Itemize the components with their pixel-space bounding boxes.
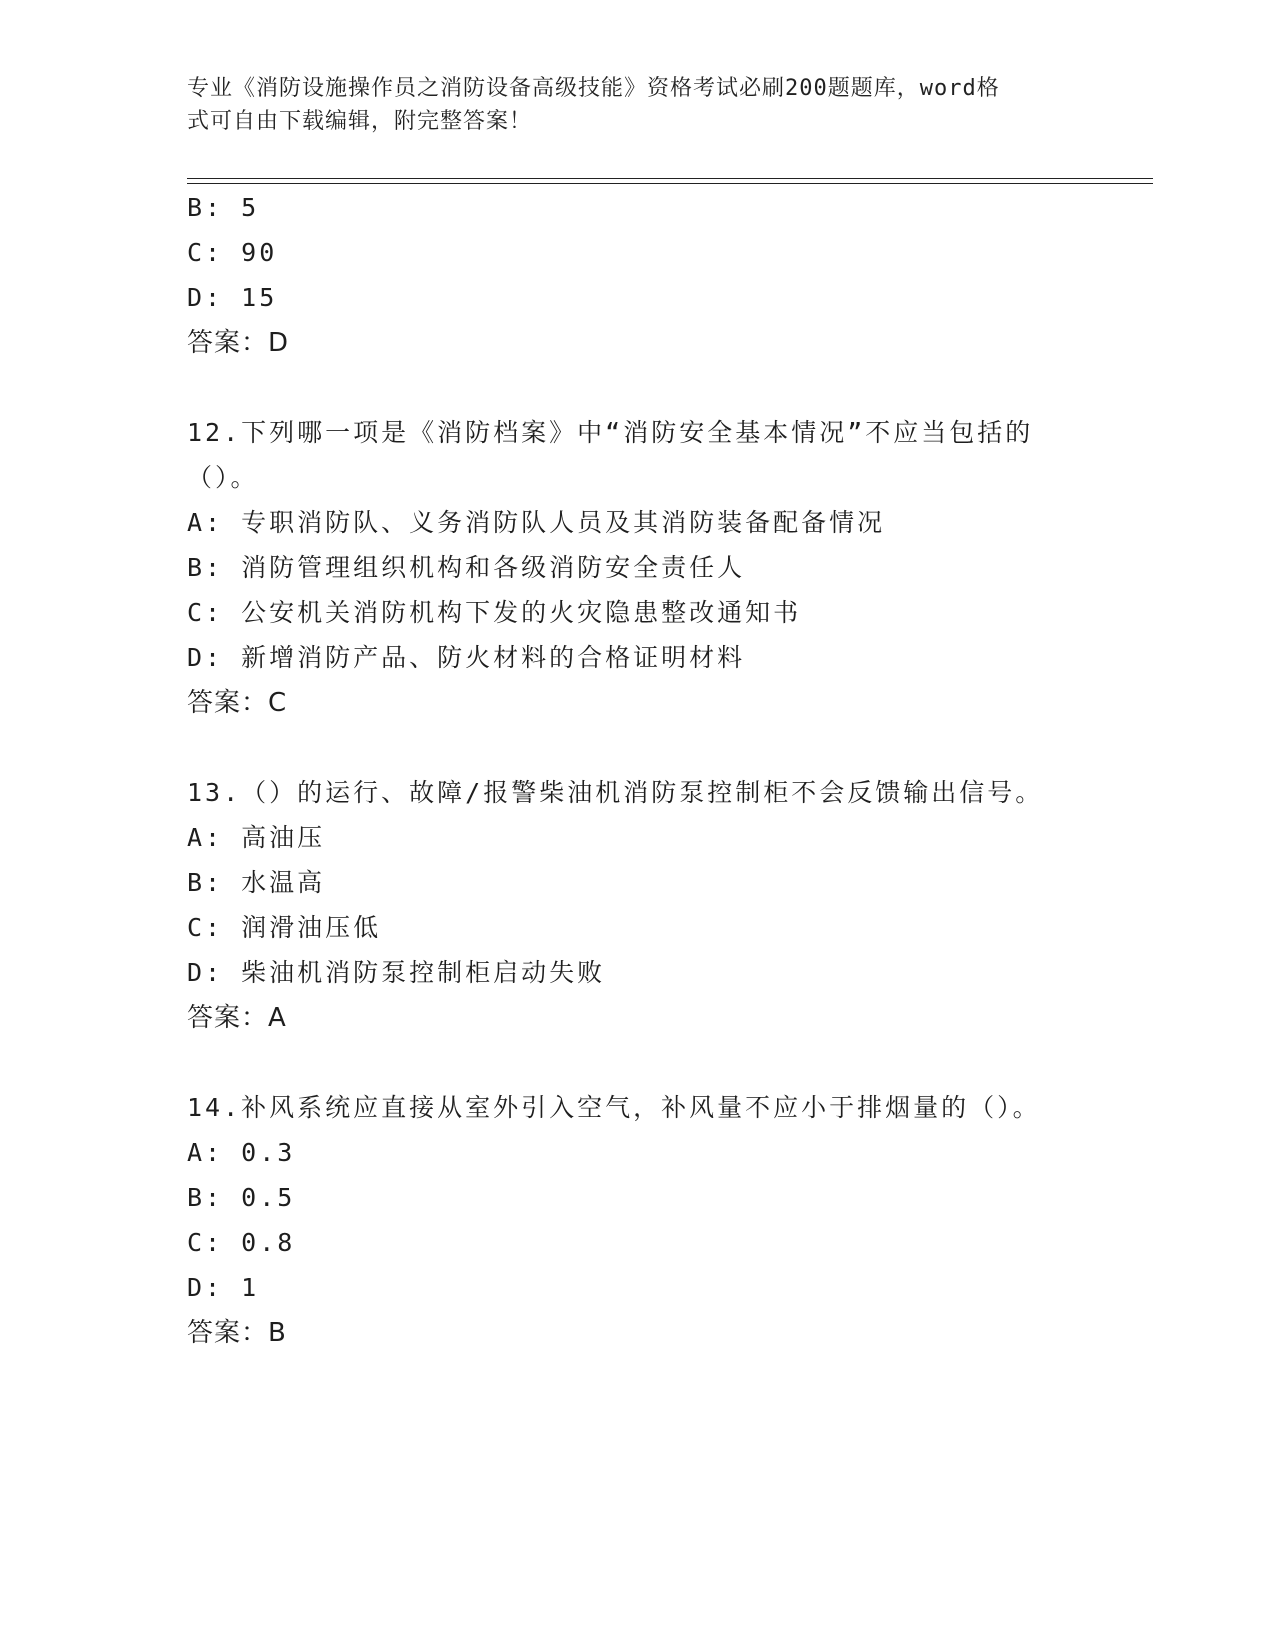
q13-option-b: B: 水温高 — [187, 868, 326, 897]
q12-option-c: C: 公安机关消防机构下发的火灾隐患整改通知书 — [187, 598, 802, 627]
q14-option-b: B: 0.5 — [187, 1183, 296, 1212]
q12-answer: 答案：C — [187, 688, 288, 718]
header-line-2: 式可自由下载编辑，附完整答案！ — [187, 109, 533, 134]
q13-stem-line-1: 13.（）的运行、故障/报警柴油机消防泵控制柜不会反馈输出信号。 — [187, 778, 1044, 807]
prev-option-c: C: 90 — [187, 238, 278, 267]
q12-option-a: A: 专职消防队、义务消防队人员及其消防装备配备情况 — [187, 508, 886, 537]
header-divider-bottom — [187, 183, 1153, 184]
document-header — [187, 72, 1067, 138]
q12-option-d: D: 新增消防产品、防火材料的合格证明材料 — [187, 643, 746, 672]
prev-answer: 答案：D — [187, 328, 290, 358]
q13-option-d: D: 柴油机消防泵控制柜启动失败 — [187, 958, 606, 987]
q14-answer: 答案：B — [187, 1318, 287, 1348]
q14-stem-line-1: 14.补风系统应直接从室外引入空气，补风量不应小于排烟量的（）。 — [187, 1093, 1041, 1122]
q12-stem-line-2: （）。 — [187, 463, 259, 492]
header-divider-top — [187, 178, 1153, 179]
q13-answer: 答案：A — [187, 1003, 287, 1033]
prev-option-d: D: 15 — [187, 283, 278, 312]
q13-option-a: A: 高油压 — [187, 823, 326, 852]
q13-option-c: C: 润滑油压低 — [187, 913, 382, 942]
header-line-1: 专业《消防设施操作员之消防设备高级技能》资格考试必刷200题题库，word格 — [187, 76, 1000, 101]
q12-option-b: B: 消防管理组织机构和各级消防安全责任人 — [187, 553, 746, 582]
prev-option-b: B: 5 — [187, 193, 260, 222]
q14-option-a: A: 0.3 — [187, 1138, 296, 1167]
q14-option-d: D: 1 — [187, 1273, 260, 1302]
q14-option-c: C: 0.8 — [187, 1228, 296, 1257]
q12-stem-line-1: 12.下列哪一项是《消防档案》中“消防安全基本情况”不应当包括的 — [187, 418, 1034, 447]
